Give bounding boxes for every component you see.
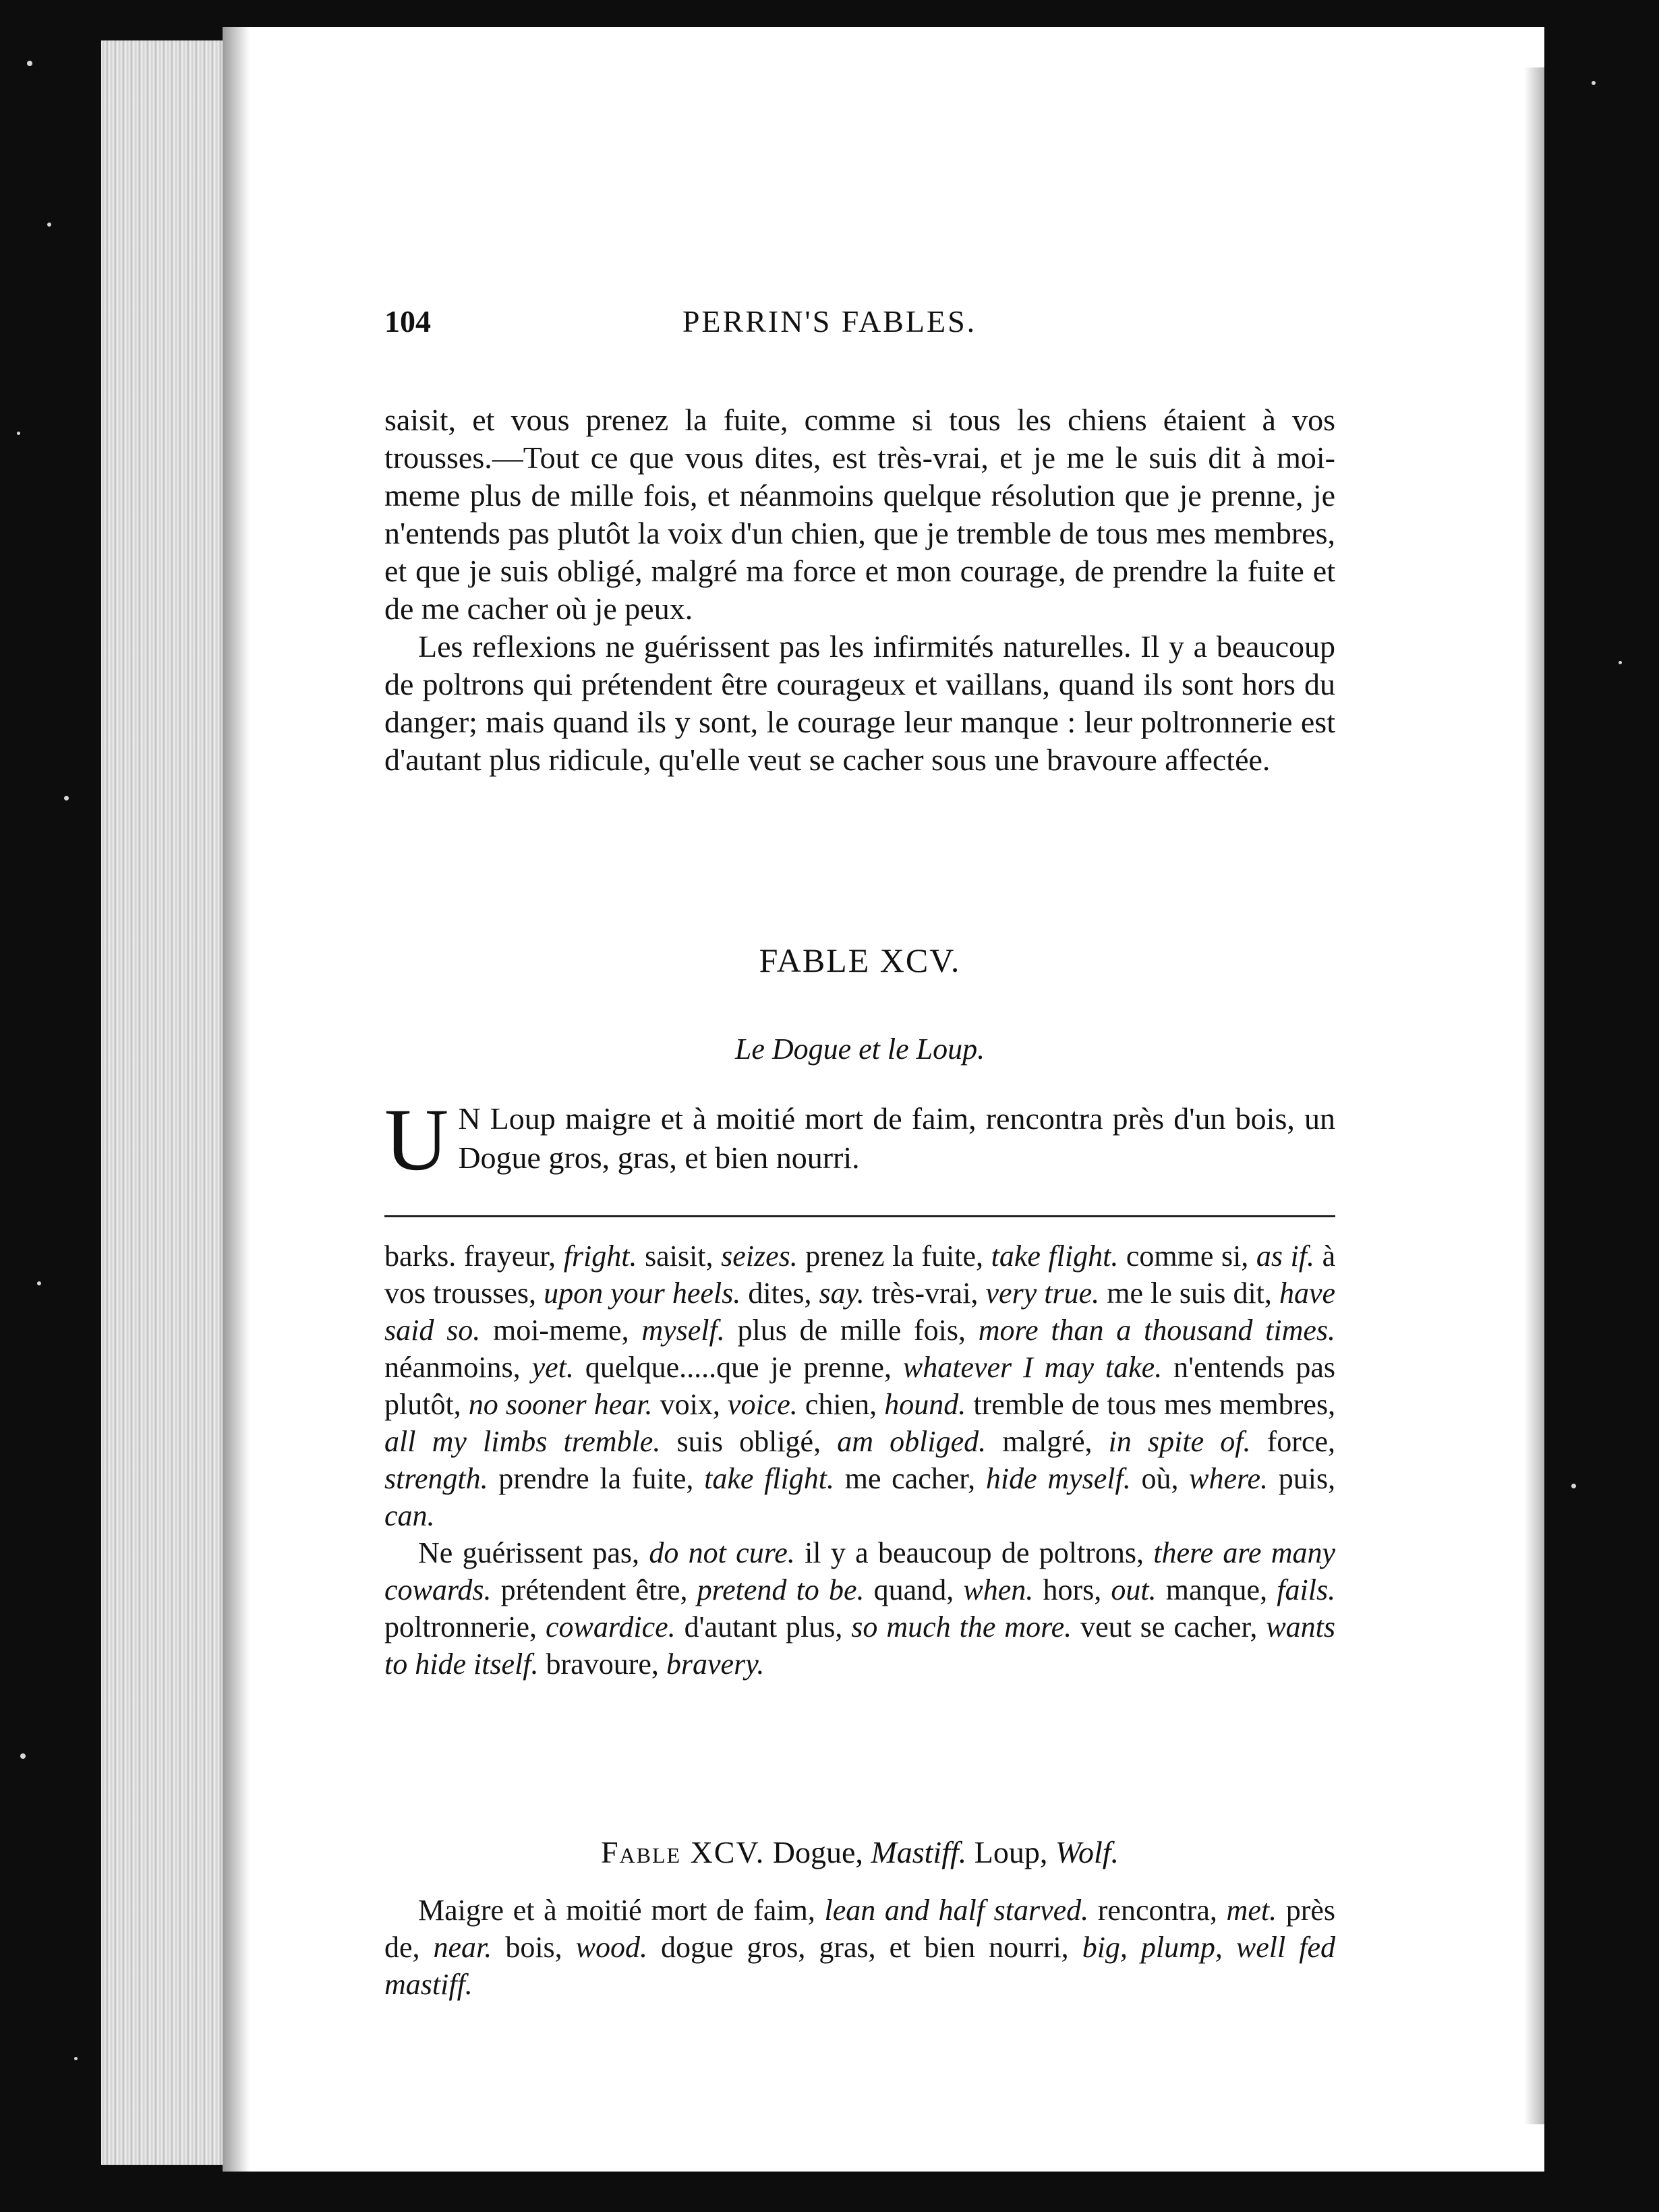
- note-english: voice.: [727, 1388, 798, 1421]
- note-french: prétendent être,: [500, 1573, 688, 1606]
- note-english: big, plump, well fed mastiff.: [384, 1931, 1335, 2001]
- note-french: bravoure,: [546, 1648, 659, 1681]
- notes-paragraph: [384, 1238, 1335, 1534]
- fable-opening-text: N Loup maigre et à moitié mort de faim, rencontra près d'un bois, un Dogue gros, gras, et bien nourri.: [458, 1101, 1335, 1175]
- note-english: pretend to be.: [697, 1573, 865, 1606]
- page-header: [384, 303, 1275, 364]
- notes-heading-fr: Dogue,: [772, 1835, 863, 1869]
- note-french: chien,: [805, 1388, 877, 1421]
- note-french: rencontra,: [1097, 1894, 1217, 1927]
- note-english: say.: [819, 1277, 865, 1310]
- note-english: no sooner hear.: [468, 1388, 653, 1421]
- fable-opening: [384, 1090, 1335, 1189]
- note-french: force,: [1267, 1425, 1336, 1458]
- note-english: there are many cowards.: [384, 1536, 1336, 1606]
- note-english: can.: [384, 1499, 435, 1532]
- drop-cap: U: [384, 1090, 449, 1189]
- note-french: Ne guérissent pas,: [418, 1536, 639, 1569]
- note-english: bravery.: [666, 1648, 765, 1681]
- fable-subtitle: Le Dogue et le Loup.: [734, 1032, 985, 1066]
- note-english: more than a thousand times.: [978, 1314, 1336, 1347]
- note-french: Maigre et à moitié mort de faim,: [418, 1894, 815, 1927]
- vocabulary-notes: [384, 1238, 1335, 1683]
- note-french: il y a beaucoup de poltrons,: [805, 1536, 1144, 1569]
- note-french: quelque.....que je prenne,: [585, 1351, 892, 1384]
- note-english: yet.: [531, 1351, 574, 1384]
- notes-paragraph: [384, 1892, 1335, 2003]
- note-english: cowardice.: [546, 1610, 676, 1643]
- note-english: take flight.: [704, 1462, 835, 1495]
- note-french: me le suis dit,: [1107, 1277, 1272, 1310]
- note-french: prenez la fuite,: [805, 1240, 984, 1273]
- note-english: whatever I may take.: [902, 1351, 1163, 1384]
- note-french: néanmoins,: [384, 1351, 521, 1384]
- note-english: strength.: [384, 1462, 488, 1495]
- note-english: wants to hide itself.: [384, 1610, 1336, 1681]
- note-french: frayeur,: [463, 1240, 556, 1273]
- note-english: hound.: [884, 1388, 966, 1421]
- body-text: [384, 401, 1335, 779]
- stacked-page-edges: [101, 40, 236, 2165]
- note-french: moi-meme,: [492, 1314, 629, 1347]
- notes-heading: [384, 1834, 1335, 1870]
- note-french: hors,: [1043, 1573, 1102, 1606]
- note-english: am obliged.: [837, 1425, 987, 1458]
- note-english: have said so.: [384, 1277, 1336, 1347]
- note-english: fright.: [563, 1240, 637, 1273]
- note-french: dites,: [748, 1277, 812, 1310]
- note-english: when.: [963, 1573, 1034, 1606]
- note-english: take flight.: [991, 1240, 1119, 1273]
- note-french: quand,: [873, 1573, 954, 1606]
- note-french: près de,: [384, 1894, 1336, 1964]
- notes-heading-en: Wolf.: [1055, 1835, 1119, 1869]
- note-french: malgré,: [1002, 1425, 1093, 1458]
- note-english: near.: [433, 1931, 492, 1964]
- note-english: in spite of.: [1108, 1425, 1251, 1458]
- note-english: lean and half starved.: [824, 1894, 1089, 1927]
- note-english: all my limbs tremble.: [384, 1425, 661, 1458]
- note-english: very true.: [985, 1277, 1100, 1310]
- note-english: myself.: [641, 1314, 725, 1347]
- note-french: me cacher,: [844, 1462, 976, 1495]
- note-french: à vos trousses,: [384, 1240, 1336, 1310]
- note-english: as if.: [1256, 1240, 1314, 1273]
- note-french: comme si,: [1126, 1240, 1249, 1273]
- note-french: puis,: [1278, 1462, 1336, 1495]
- note-english: do not cure.: [649, 1536, 795, 1569]
- note-english: out.: [1111, 1573, 1157, 1606]
- note-french: voix,: [660, 1388, 720, 1421]
- note-french: veut se cacher,: [1080, 1610, 1258, 1643]
- gutter-shadow: [223, 27, 250, 2172]
- notes-paragraph: [384, 1534, 1335, 1683]
- note-french: d'autant plus,: [684, 1610, 843, 1643]
- note-english: wood.: [575, 1931, 648, 1964]
- body-paragraph: saisit, et vous prenez la fuite, comme si tous les chiens étaient à vos trousses.—Tout ce que vous dites, est très-vrai, et je me le suis dit à moi-meme plus de mille fois, et néanmoins quelque résolution que je prenne, je n'entends pas plutôt la voix d'un chien, que je tremble de tous mes membres, et que je suis obligé, malgré ma force et mon courage, de prendre la fuite et de me cacher où je peux.: [384, 403, 1335, 626]
- note-french: prendre la fuite,: [498, 1462, 694, 1495]
- footnote-divider: [384, 1215, 1335, 1217]
- note-english: met.: [1226, 1894, 1277, 1927]
- vocabulary-notes-fable: [384, 1892, 1335, 2003]
- page-right-edge: [1524, 67, 1544, 2124]
- note-english: fails.: [1277, 1573, 1336, 1606]
- note-french: saisit,: [645, 1240, 714, 1273]
- note-english: seizes.: [721, 1240, 798, 1273]
- note-english: where.: [1189, 1462, 1269, 1495]
- note-french: barks.: [384, 1240, 457, 1273]
- body-paragraph: Les reflexions ne guérissent pas les infirmités naturelles. Il y a beaucoup de poltrons qui prétendent être courageux et vaillans, quand ils sont hors du danger; mais quand ils y sont, le courage leur manque : leur poltronnerie est d'autant plus ridicule, qu'elle veut se cacher sous une bravoure affectée.: [384, 629, 1335, 777]
- note-french: plus de mille fois,: [737, 1314, 966, 1347]
- note-french: manque,: [1165, 1573, 1268, 1606]
- notes-heading-label: Fable XCV.: [600, 1835, 765, 1869]
- notes-heading-fr: Loup,: [974, 1835, 1048, 1869]
- running-title: PERRIN'S FABLES.: [682, 304, 977, 339]
- note-french: poltronnerie,: [384, 1610, 537, 1643]
- note-english: upon your heels.: [544, 1277, 741, 1310]
- note-french: bois,: [505, 1931, 562, 1964]
- note-english: hide myself.: [985, 1462, 1131, 1495]
- note-french: dogue gros, gras, et bien nourri,: [661, 1931, 1069, 1964]
- notes-heading-en: Mastiff.: [871, 1835, 967, 1869]
- note-french: très-vrai,: [871, 1277, 979, 1310]
- note-french: suis obligé,: [676, 1425, 821, 1458]
- note-french: tremble de tous mes membres,: [973, 1388, 1336, 1421]
- book-page: [223, 27, 1544, 2172]
- page-number: 104: [384, 304, 431, 339]
- note-english: so much the more.: [851, 1610, 1072, 1643]
- note-french: où,: [1141, 1462, 1179, 1495]
- fable-title: FABLE XCV.: [759, 941, 961, 979]
- note-french: n'entends pas plutôt,: [384, 1351, 1336, 1421]
